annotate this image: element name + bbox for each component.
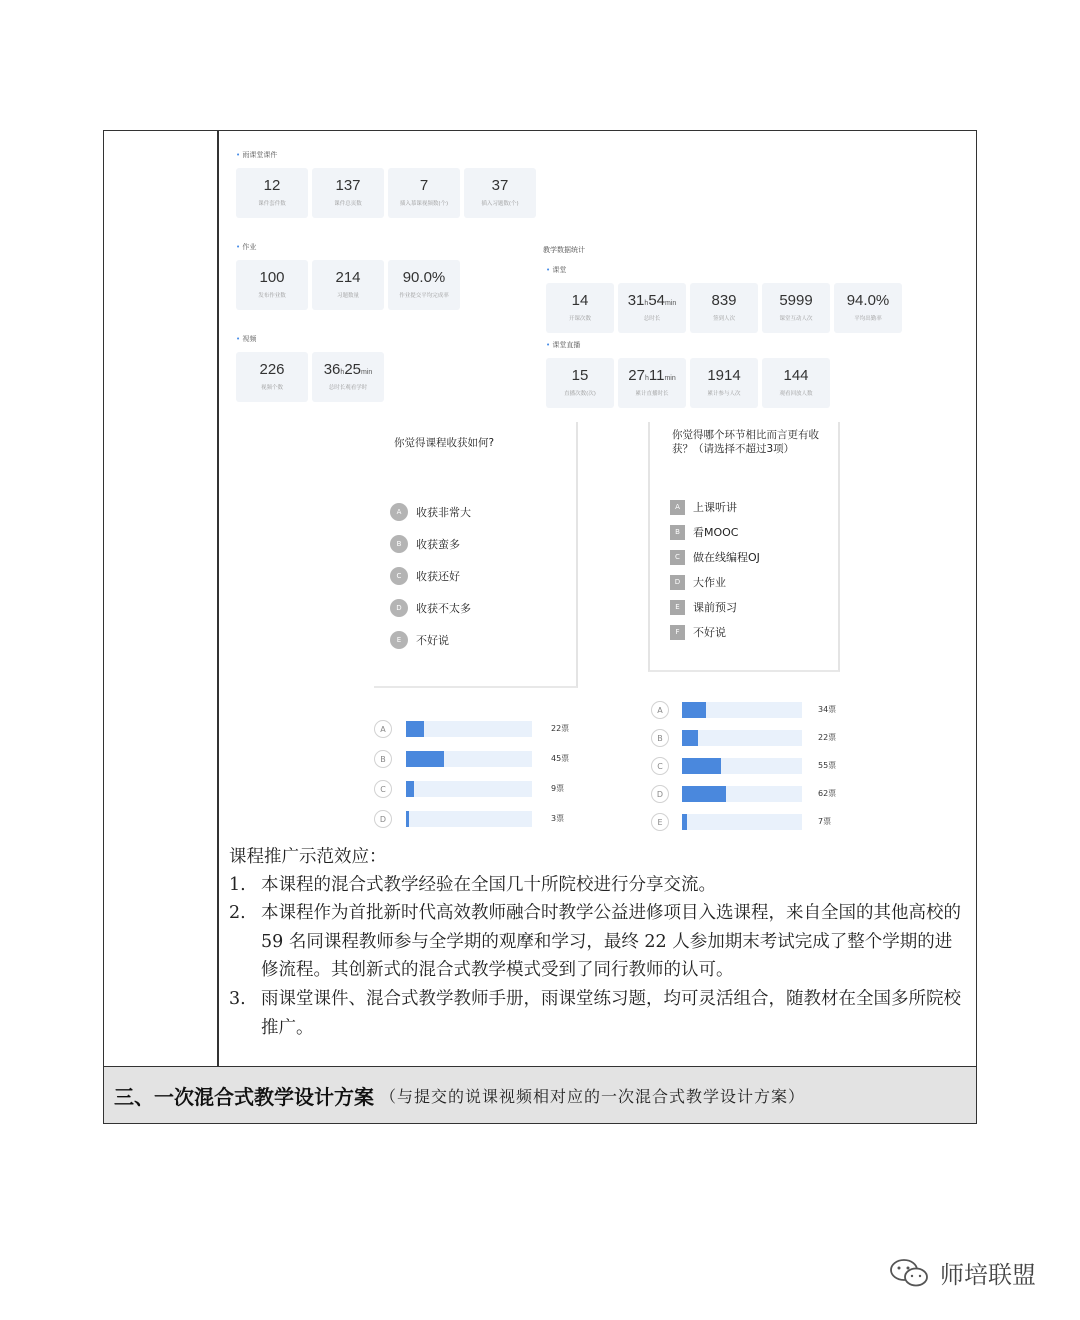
promotion-item bbox=[229, 871, 969, 900]
stat-caption: 观看回放人数 bbox=[779, 391, 813, 397]
result-bar-row bbox=[374, 749, 591, 769]
stat-caption: 发布作业数 bbox=[258, 293, 286, 299]
item-body: 本课程的混合式教学经验在全国几十所院校进行分享交流。 bbox=[261, 875, 716, 895]
section3-title: 三、一次混合式教学设计方案 bbox=[114, 1084, 374, 1109]
stat-card bbox=[690, 283, 758, 333]
result-option-key: C bbox=[374, 780, 392, 798]
survey-option bbox=[670, 549, 760, 565]
option-key-badge: A bbox=[670, 500, 685, 515]
stat-value: 37 bbox=[491, 177, 509, 194]
stat-caption: 签到人次 bbox=[712, 316, 735, 322]
item-number: 1. bbox=[229, 875, 246, 895]
option-text: 收获不太多 bbox=[416, 602, 471, 615]
option-key-badge: E bbox=[670, 600, 685, 615]
result-bar-fill bbox=[682, 814, 687, 830]
section3-note: （与提交的说课视频相对应的一次混合式教学设计方案） bbox=[380, 1086, 806, 1106]
stat-value: 1914 bbox=[707, 367, 741, 384]
stat-value: 5999 bbox=[779, 292, 813, 309]
stat-caption: 总时长观看学时 bbox=[328, 385, 368, 391]
stat-value: 144 bbox=[783, 367, 809, 384]
wechat-icon bbox=[888, 1258, 932, 1288]
stat-caption: 插入慕课视频数(个) bbox=[399, 201, 449, 207]
survey-option bbox=[390, 567, 460, 585]
survey-option bbox=[670, 499, 737, 515]
option-text: 做在线编程OJ bbox=[693, 551, 760, 564]
stat-value: 27h11min bbox=[628, 367, 676, 384]
survey-option bbox=[670, 524, 739, 540]
option-key-badge: F bbox=[670, 625, 685, 640]
stat-value: 14 bbox=[571, 292, 589, 309]
result-bar-row bbox=[374, 809, 591, 829]
stat-caption: 课堂互动人次 bbox=[779, 316, 813, 322]
option-key-badge: D bbox=[670, 575, 685, 590]
option-text: 收获非常大 bbox=[416, 506, 471, 519]
result-option-key: D bbox=[374, 810, 392, 828]
promotion-item bbox=[229, 985, 969, 1042]
option-key-badge: A bbox=[390, 503, 408, 521]
stat-card bbox=[312, 352, 384, 402]
option-key-badge: D bbox=[390, 599, 408, 617]
stat-caption: 平均出勤率 bbox=[854, 316, 882, 322]
result-bar-row bbox=[651, 756, 858, 776]
result-bar-fill bbox=[682, 730, 698, 746]
option-key-badge: C bbox=[670, 550, 685, 565]
result-votes: 3票 bbox=[551, 814, 565, 823]
stat-caption: 插入习题数(个) bbox=[481, 201, 519, 207]
survey1-panel bbox=[374, 422, 578, 688]
stat-card bbox=[762, 283, 830, 333]
stat-card bbox=[762, 358, 830, 408]
item-body: 本课程作为首批新时代高效教师融合时教学公益进修项目入选课程，来自全国的其他高校的 59 名同课程教师参与全学期的观摩和学习，最终 22 人参加期末考试完成了整个学期的进修流程。其创新式的混合式教学模式受到了同行教师的认可。 bbox=[261, 903, 961, 980]
result-bar-fill bbox=[406, 781, 414, 797]
stat-value: 137 bbox=[335, 177, 361, 194]
result-option-key: D bbox=[651, 785, 669, 803]
stat-card bbox=[312, 168, 384, 218]
group-label-courseware: • 雨课堂课件 bbox=[236, 150, 277, 160]
result-option-key: E bbox=[651, 813, 669, 831]
stat-value: 90.0% bbox=[402, 269, 446, 286]
stat-value: 100 bbox=[259, 269, 285, 286]
item-number: 2. bbox=[229, 903, 246, 923]
stat-caption: 课件总页数 bbox=[334, 201, 362, 207]
stat-card bbox=[546, 283, 614, 333]
result-bar-track bbox=[406, 811, 532, 827]
survey-option bbox=[670, 599, 737, 615]
stat-card bbox=[690, 358, 758, 408]
stat-caption: 直播次数(次) bbox=[564, 391, 596, 397]
option-key-badge: B bbox=[670, 525, 685, 540]
stat-value: 7 bbox=[419, 177, 429, 194]
survey-option bbox=[390, 599, 471, 617]
result-votes: 34票 bbox=[818, 705, 837, 714]
stat-caption: 作业提交平均完成率 bbox=[399, 293, 449, 299]
option-text: 不好说 bbox=[693, 626, 726, 639]
option-text: 大作业 bbox=[693, 576, 726, 589]
result-bar-track bbox=[682, 814, 802, 830]
option-key-badge: C bbox=[390, 567, 408, 585]
group-label-live: • 课堂直播 bbox=[546, 340, 580, 350]
promotion-heading: 课程推广示范效应： bbox=[229, 847, 387, 867]
result-bar-track bbox=[682, 702, 802, 718]
promotion-item bbox=[229, 899, 969, 985]
result-option-key: B bbox=[374, 750, 392, 768]
result-votes: 7票 bbox=[818, 817, 832, 826]
result-votes: 55票 bbox=[818, 761, 837, 770]
result-option-key: A bbox=[651, 701, 669, 719]
stat-value: 12 bbox=[263, 177, 281, 194]
result-votes: 22票 bbox=[818, 733, 837, 742]
group-label-homework: • 作业 bbox=[236, 242, 256, 252]
result-votes: 62票 bbox=[818, 789, 837, 798]
result-bar-fill bbox=[682, 702, 706, 718]
result-bar-fill bbox=[406, 811, 409, 827]
stat-card bbox=[834, 283, 902, 333]
stat-value: 36h25min bbox=[323, 361, 373, 378]
result-bar-fill bbox=[406, 751, 444, 767]
survey1-question: 你觉得课程收获如何? bbox=[394, 437, 495, 449]
stat-caption: 总时长 bbox=[643, 316, 661, 322]
survey-option bbox=[390, 631, 449, 649]
stat-card bbox=[388, 260, 460, 310]
stat-card bbox=[236, 168, 308, 218]
group-label-classroom: • 课堂 bbox=[546, 265, 566, 275]
result-bar-track bbox=[682, 786, 802, 802]
stat-card bbox=[236, 260, 308, 310]
result-bar-fill bbox=[406, 721, 424, 737]
option-key-badge: B bbox=[390, 535, 408, 553]
option-text: 看MOOC bbox=[693, 526, 739, 539]
result-bar-track bbox=[406, 751, 532, 767]
result-bar-track bbox=[406, 781, 532, 797]
result-bar-track bbox=[406, 721, 532, 737]
result-bar-row bbox=[374, 779, 591, 799]
option-text: 收获还好 bbox=[416, 570, 460, 583]
result-option-key: C bbox=[651, 757, 669, 775]
result-option-key: A bbox=[374, 720, 392, 738]
result-option-key: B bbox=[651, 729, 669, 747]
stat-card bbox=[464, 168, 536, 218]
stat-card bbox=[388, 168, 460, 218]
stat-value: 214 bbox=[335, 269, 361, 286]
survey-option bbox=[670, 624, 726, 640]
option-text: 上课听讲 bbox=[693, 501, 737, 514]
result-bar-fill bbox=[682, 758, 721, 774]
result-bar-track bbox=[682, 730, 802, 746]
stat-card bbox=[546, 358, 614, 408]
stat-value: 226 bbox=[259, 361, 285, 378]
result-bar-row bbox=[651, 812, 858, 832]
result-votes: 22票 bbox=[551, 724, 570, 733]
result-bar-row bbox=[651, 784, 858, 804]
result-bar-row bbox=[374, 719, 591, 739]
result-bar-row bbox=[651, 700, 858, 720]
watermark-text: 师培联盟 bbox=[940, 1261, 1036, 1289]
stat-caption: 视频个数 bbox=[260, 385, 283, 391]
item-body: 雨课堂课件、混合式教学教师手册，雨课堂练习题，均可灵活组合，随教材在全国多所院校推广。 bbox=[261, 989, 961, 1038]
stat-caption: 开课次数 bbox=[568, 316, 591, 322]
section3-header bbox=[104, 1067, 976, 1123]
survey2-question: 你觉得哪个环节相比而言更有收获？（请选择不超过3项） bbox=[672, 429, 819, 455]
result-votes: 9票 bbox=[551, 784, 565, 793]
option-text: 课前预习 bbox=[693, 601, 737, 614]
table-column-divider bbox=[217, 130, 219, 1067]
teaching-stats-title: 教学数据统计 bbox=[543, 246, 585, 254]
stat-card bbox=[618, 283, 686, 333]
watermark bbox=[888, 1255, 1036, 1290]
result-bar-row bbox=[651, 728, 858, 748]
stat-caption: 累计直播时长 bbox=[635, 391, 669, 397]
option-key-badge: E bbox=[390, 631, 408, 649]
survey2-panel bbox=[648, 422, 840, 672]
stat-caption: 习题数量 bbox=[336, 293, 359, 299]
stat-caption: 课件套件数 bbox=[258, 201, 286, 207]
survey-option bbox=[670, 574, 726, 590]
stat-caption: 累计参与人次 bbox=[707, 391, 741, 397]
stat-card bbox=[618, 358, 686, 408]
stat-card bbox=[312, 260, 384, 310]
group-label-video: • 视频 bbox=[236, 334, 256, 344]
stat-value: 94.0% bbox=[846, 292, 890, 309]
item-number: 3. bbox=[229, 989, 246, 1009]
stat-value: 15 bbox=[571, 367, 589, 384]
stat-value: 839 bbox=[711, 292, 737, 309]
option-text: 不好说 bbox=[416, 634, 449, 647]
result-bar-fill bbox=[682, 786, 726, 802]
stat-value: 31h54min bbox=[627, 292, 677, 309]
result-bar-track bbox=[682, 758, 802, 774]
survey-option bbox=[390, 503, 471, 521]
option-text: 收获蛮多 bbox=[416, 538, 460, 551]
result-votes: 45票 bbox=[551, 754, 570, 763]
survey-option bbox=[390, 535, 460, 553]
stat-card bbox=[236, 352, 308, 402]
